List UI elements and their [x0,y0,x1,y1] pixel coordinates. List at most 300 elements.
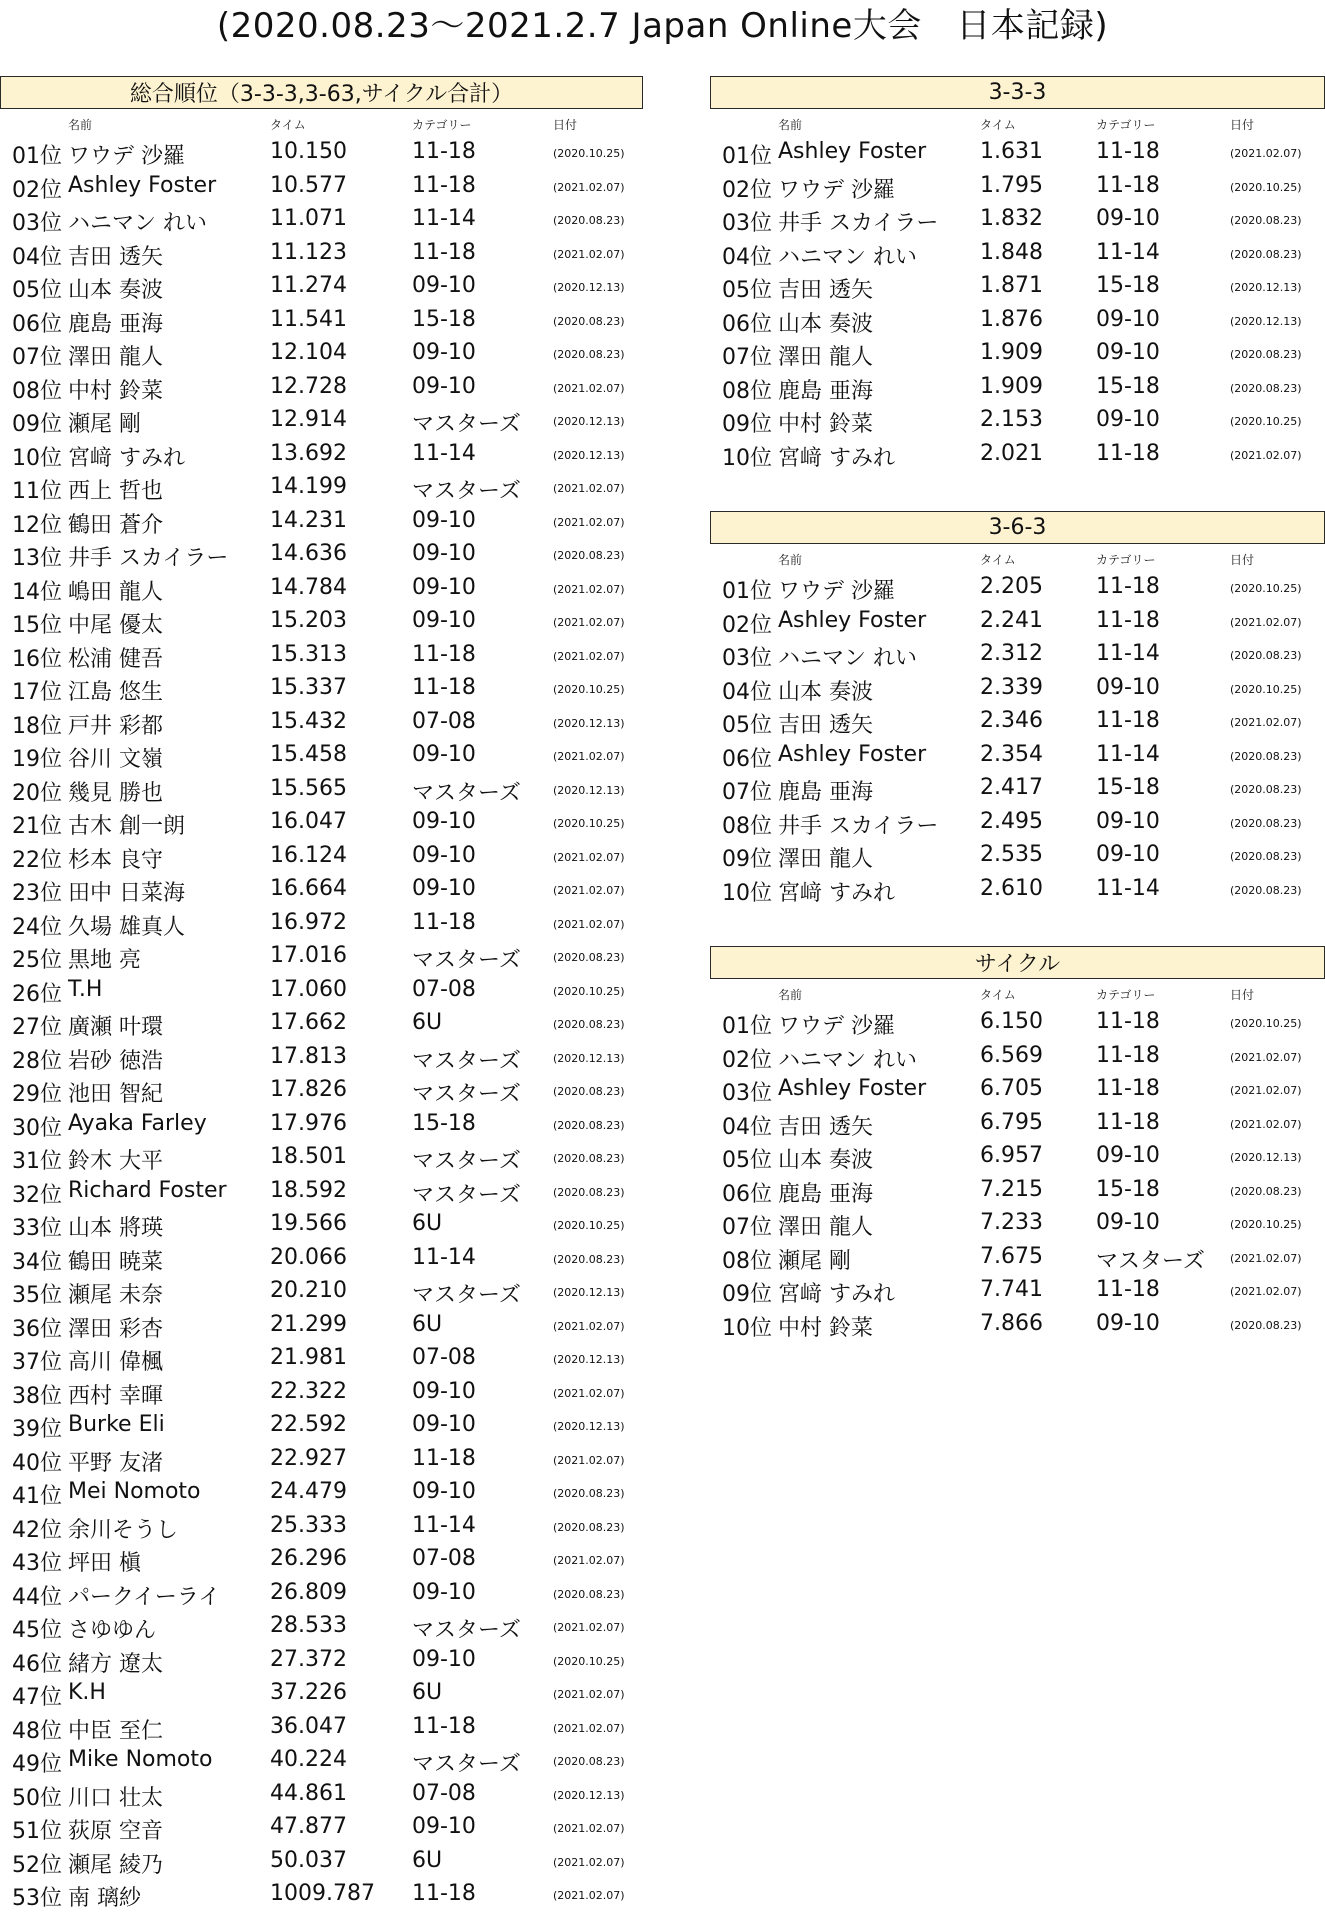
ranking-row [0,738,643,772]
date-cell: (2021.02.07) [553,1386,625,1400]
category-cell: 11-18 [1096,172,1160,198]
date-cell: (2021.02.07) [1230,448,1302,462]
column-headers [710,979,1325,1005]
name-cell: 瀬尾 剛 [68,412,141,437]
r363-header: 3-6-3 [710,511,1325,544]
date-cell: (2020.08.23) [1230,649,1302,662]
ranking-row [0,403,643,437]
ranking-row [0,1073,643,1107]
time-cell: 25.333 [270,1512,347,1538]
category-cell: 07-08 [412,1546,476,1571]
date-cell: (2020.10.25) [1230,1017,1302,1030]
time-cell: 7.233 [980,1210,1043,1235]
r333-rows [710,135,1325,470]
ranking-row [710,1005,1325,1039]
category-cell: 09-10 [412,1646,476,1672]
category-cell: マスターズ [412,1082,521,1107]
category-cell: 09-10 [412,574,476,600]
time-cell: 2.312 [980,641,1043,666]
name-cell: 高川 偉楓 [68,1350,163,1375]
ranking-row [0,202,643,236]
category-cell: 09-10 [412,273,476,298]
name-cell: 南 璃紗 [68,1886,141,1911]
time-cell: 26.296 [270,1546,347,1571]
time-column-header: タイム [980,553,1016,567]
rank-cell: 12位 [12,512,62,538]
date-cell: (2021.02.07) [553,582,625,596]
time-cell: 1.909 [980,373,1043,399]
ranking-row [0,906,643,940]
ranking-row [0,370,643,404]
ranking-row [0,973,643,1007]
name-cell: 廣瀬 叶環 [68,1015,163,1040]
rank-cell: 10位 [722,1315,772,1341]
time-cell: 17.662 [270,1010,347,1035]
name-cell: Richard Foster [68,1177,227,1203]
time-cell: 18.592 [270,1177,347,1203]
rank-cell: 43位 [12,1551,62,1576]
ranking-row [710,1072,1325,1106]
rank-cell: 08位 [722,813,772,839]
date-cell: (2020.08.23) [1230,1184,1302,1198]
time-cell: 20.210 [270,1278,347,1303]
rank-cell: 48位 [12,1718,62,1744]
rank-cell: 42位 [12,1517,62,1543]
date-cell: (2021.02.07) [1230,716,1302,729]
ranking-row [0,1341,643,1375]
rank-cell: 46位 [12,1651,62,1677]
name-cell: Ayaka Farley [68,1110,207,1136]
time-cell: 2.495 [980,808,1043,834]
rank-cell: 50位 [12,1785,62,1811]
name-cell: Ashley Foster [778,607,927,633]
rank-cell: 05位 [722,713,772,738]
name-cell: ハニマン れい [778,646,917,671]
category-cell: 11-18 [412,1713,476,1739]
name-cell: 澤田 龍人 [68,345,163,370]
ranking-row [710,403,1325,437]
name-cell: 井手 スカイラー [778,813,939,839]
category-cell: 09-10 [412,340,476,365]
ranking-row [710,437,1325,471]
name-cell: パークイーライ [68,1584,221,1610]
name-cell: ハニマン れい [778,244,917,270]
name-cell: 宮﨑 すみれ [778,1282,895,1307]
name-cell: 荻原 空音 [68,1819,163,1844]
ranking-row [710,1273,1325,1307]
ranking-row [0,1207,643,1241]
rank-cell: 07位 [12,345,62,370]
ranking-row [710,671,1325,705]
time-cell: 14.231 [270,507,347,533]
time-cell: 1.832 [980,206,1043,231]
name-cell: 戸井 彩都 [68,713,163,739]
time-cell: 17.826 [270,1077,347,1102]
rank-cell: 06位 [722,746,772,772]
time-cell: 11.071 [270,206,347,231]
category-cell: 09-10 [412,1579,476,1605]
category-cell: マスターズ [412,780,521,806]
time-cell: 15.313 [270,641,347,667]
time-column-header: タイム [270,118,306,132]
ranking-row [710,738,1325,772]
category-cell: マスターズ [412,1618,521,1643]
name-cell: 古木 創一朗 [68,814,185,839]
time-cell: 11.123 [270,239,347,265]
cycle-rows [710,1005,1325,1340]
date-cell: (2020.08.23) [553,1252,625,1266]
time-cell: 1009.787 [270,1881,375,1906]
time-cell: 22.322 [270,1378,347,1404]
name-cell: ワウデ 沙羅 [778,177,895,203]
date-cell: (2021.02.07) [553,616,625,629]
name-column-header: 名前 [68,118,93,132]
date-cell: (2020.10.25) [1230,682,1302,696]
ranking-row [0,638,643,672]
time-cell: 18.501 [270,1144,347,1169]
ranking-row [0,470,643,504]
ranking-row [0,1174,643,1208]
time-cell: 14.636 [270,541,347,566]
ranking-row [710,135,1325,169]
category-cell: 15-18 [412,1110,476,1136]
date-cell: (2020.08.23) [553,1185,625,1199]
category-column-header: カテゴリー [1096,553,1156,567]
date-cell: (2020.08.23) [1230,247,1302,261]
rank-cell: 01位 [722,144,772,169]
ranking-row [710,872,1325,906]
date-cell: (2021.02.07) [553,1855,625,1869]
time-column-header: タイム [980,988,1016,1002]
date-cell: (2020.12.13) [1230,1151,1302,1164]
date-cell: (2020.08.23) [1230,381,1302,395]
date-cell: (2020.08.23) [1230,348,1302,361]
time-cell: 2.346 [980,708,1043,733]
date-cell: (2020.08.23) [553,214,625,227]
ranking-row [710,637,1325,671]
ranking-row [710,370,1325,404]
time-cell: 7.741 [980,1277,1043,1302]
time-cell: 27.372 [270,1646,347,1672]
category-cell: 6U [412,1010,443,1035]
time-cell: 19.566 [270,1211,347,1236]
date-cell: (2020.08.23) [553,1587,625,1601]
page-title: (2020.08.23〜2021.2.7 Japan Online大会 日本記録) [216,6,1109,46]
date-cell: (2020.12.13) [553,783,625,797]
rank-cell: 25位 [12,948,62,973]
ranking-row [0,504,643,538]
date-cell: (2020.08.23) [1230,816,1302,830]
rank-cell: 06位 [722,311,772,337]
category-cell: マスターズ [412,1182,521,1208]
name-cell: 田中 日菜海 [68,881,185,906]
name-cell: 西村 幸暉 [68,1383,163,1409]
name-column-header: 名前 [778,988,803,1002]
category-cell: 09-10 [412,1412,476,1437]
date-cell: (2020.08.23) [553,549,625,562]
name-cell: Burke Eli [68,1412,165,1437]
category-column-header: カテゴリー [412,118,472,132]
category-cell: 6U [412,1680,443,1705]
r363-rows [710,570,1325,905]
name-cell: 嶋田 龍人 [68,579,163,605]
rank-cell: 05位 [12,278,62,303]
overall-ranking-panel [0,76,643,1911]
name-cell: 中村 鈴菜 [778,412,873,437]
category-cell: 15-18 [1096,775,1160,800]
rank-cell: 03位 [12,211,62,236]
ranking-row [0,1743,643,1777]
rank-cell: 02位 [722,612,772,638]
category-cell: 15-18 [1096,273,1160,298]
ranking-row [0,437,643,471]
date-cell: (2021.02.07) [1230,1117,1302,1131]
ranking-row [0,336,643,370]
date-cell: (2021.02.07) [1230,1050,1302,1064]
category-cell: 15-18 [1096,373,1160,399]
time-cell: 17.976 [270,1110,347,1136]
ranking-row [710,202,1325,236]
category-cell: 11-18 [1096,708,1160,733]
name-cell: 杉本 良守 [68,847,163,873]
category-cell: 11-18 [1096,607,1160,633]
rank-cell: 40位 [12,1450,62,1476]
name-cell: さゆゆん [68,1618,157,1643]
category-cell: 09-10 [412,1378,476,1404]
name-cell: 井手 スカイラー [778,211,939,236]
time-cell: 22.592 [270,1412,347,1437]
ranking-row [0,1308,643,1342]
name-cell: Ashley Foster [68,172,217,198]
column-headers [0,109,643,135]
ranking-row [0,1777,643,1811]
time-cell: 6.957 [980,1143,1043,1168]
rank-cell: 41位 [12,1484,62,1509]
rank-cell: 18位 [12,713,62,739]
date-cell: (2020.10.25) [1230,180,1302,194]
date-cell: (2020.08.23) [1230,1318,1302,1332]
date-cell: (2021.02.07) [553,1453,625,1467]
category-cell: 09-10 [412,742,476,767]
rank-cell: 45位 [12,1618,62,1643]
name-cell: 中村 鈴菜 [778,1315,873,1341]
time-cell: 6.150 [980,1009,1043,1034]
ranking-row [0,772,643,806]
time-cell: 15.432 [270,708,347,734]
date-cell: (2021.02.07) [553,1822,625,1835]
rank-cell: 08位 [722,1248,772,1274]
category-cell: 07-08 [412,708,476,734]
name-column-header: 名前 [778,553,803,567]
name-cell: 山本 奏波 [68,278,163,303]
name-cell: 宮﨑 すみれ [778,880,895,906]
time-cell: 10.577 [270,172,347,198]
time-cell: 15.337 [270,675,347,700]
rank-cell: 03位 [722,1081,772,1106]
rank-cell: 32位 [12,1182,62,1208]
name-cell: 中尾 優太 [68,613,163,638]
time-cell: 6.795 [980,1109,1043,1135]
ranking-row [0,303,643,337]
date-column-header: 日付 [553,118,578,132]
category-cell: マスターズ [412,479,521,504]
name-cell: 久場 雄真人 [68,914,185,940]
date-cell: (2020.12.13) [553,1420,625,1433]
name-cell: 山本 奏波 [778,311,873,337]
date-cell: (2020.10.25) [553,1654,625,1668]
time-cell: 1.631 [980,139,1043,164]
date-cell: (2020.08.23) [553,1152,625,1165]
category-cell: 11-18 [1096,139,1160,164]
name-cell: Ashley Foster [778,741,927,767]
ranking-row [0,1710,643,1744]
rank-cell: 22位 [12,847,62,873]
name-cell: 平野 友渚 [68,1450,163,1476]
cycle-header: サイクル [710,946,1325,979]
date-cell: (2020.08.23) [1230,850,1302,863]
rank-cell: 04位 [12,244,62,270]
time-cell: 16.047 [270,809,347,834]
column-headers [710,109,1325,135]
time-cell: 21.981 [270,1345,347,1370]
ranking-row [0,1576,643,1610]
rank-cell: 52位 [12,1852,62,1878]
ranking-row [710,1240,1325,1274]
overall-ranking-header: 総合順位（3-3-3,3-63,サイクル合計） [0,76,643,109]
rank-cell: 16位 [12,646,62,672]
rank-cell: 38位 [12,1383,62,1409]
category-cell: 11-18 [412,239,476,265]
time-cell: 17.813 [270,1043,347,1069]
date-cell: (2020.08.23) [553,314,625,328]
date-cell: (2020.12.13) [1230,281,1302,294]
date-cell: (2020.08.23) [553,1085,625,1098]
rank-cell: 44位 [12,1584,62,1610]
date-cell: (2021.02.07) [1230,147,1302,160]
name-cell: 西上 哲也 [68,479,163,504]
name-cell: 岩砂 徳浩 [68,1048,163,1074]
time-cell: 2.339 [980,674,1043,700]
time-cell: 16.664 [270,876,347,901]
time-cell: 2.205 [980,574,1043,599]
rank-cell: 19位 [12,747,62,772]
category-cell: 11-14 [412,440,476,466]
time-cell: 13.692 [270,440,347,466]
ranking-row [0,1475,643,1509]
category-cell: 09-10 [1096,407,1160,432]
category-cell: 07-08 [412,1780,476,1806]
name-cell: 鶴田 蒼介 [68,512,163,538]
rank-cell: 27位 [12,1015,62,1040]
date-cell: (2021.02.07) [553,247,625,261]
category-cell: 11-18 [1096,1109,1160,1135]
category-cell: 11-14 [1096,875,1160,901]
rank-cell: 36位 [12,1316,62,1342]
ranking-row [0,1408,643,1442]
time-cell: 37.226 [270,1680,347,1705]
date-column-header: 日付 [1230,988,1255,1002]
rank-cell: 17位 [12,680,62,705]
date-cell: (2021.02.07) [553,381,625,395]
date-cell: (2021.02.07) [1230,1084,1302,1097]
time-cell: 26.809 [270,1579,347,1605]
rank-cell: 09位 [722,847,772,872]
name-cell: 川口 壮太 [68,1785,163,1811]
ranking-row [710,570,1325,604]
ranking-row [0,1040,643,1074]
time-cell: 11.541 [270,306,347,332]
r333-panel [710,76,1325,470]
name-cell: 鹿島 亜海 [778,1181,873,1207]
name-cell: 澤田 彩杏 [68,1316,163,1342]
ranking-row [0,1877,643,1911]
name-cell: 吉田 透矢 [68,244,163,270]
rank-cell: 51位 [12,1819,62,1844]
ranking-row [0,169,643,203]
ranking-row [710,771,1325,805]
rank-cell: 30位 [12,1115,62,1141]
name-cell: 宮﨑 すみれ [68,445,185,471]
rank-cell: 07位 [722,780,772,805]
category-cell: 11-14 [412,206,476,231]
date-cell: (2020.08.23) [553,1487,625,1500]
date-cell: (2020.10.25) [553,817,625,830]
name-cell: 緒方 遼太 [68,1651,163,1677]
category-cell: マスターズ [412,1048,521,1074]
time-cell: 28.533 [270,1613,347,1638]
rank-cell: 15位 [12,613,62,638]
rank-cell: 35位 [12,1283,62,1308]
date-column-header: 日付 [1230,553,1255,567]
r363-panel [710,511,1325,905]
date-cell: (2020.10.25) [1230,1218,1302,1231]
category-cell: 11-18 [412,1881,476,1906]
rank-cell: 31位 [12,1149,62,1174]
ranking-row [710,169,1325,203]
ranking-row [710,303,1325,337]
ranking-row [710,236,1325,270]
category-cell: 11-14 [412,1244,476,1270]
time-cell: 1.876 [980,306,1043,332]
category-cell: 11-18 [412,675,476,700]
name-cell: 松浦 健吾 [68,646,163,672]
name-cell: ハニマン れい [778,1047,917,1073]
ranking-row [710,805,1325,839]
ranking-row [0,604,643,638]
ranking-row [0,1241,643,1275]
ranking-row [710,704,1325,738]
date-cell: (2021.02.07) [553,850,625,864]
date-cell: (2021.02.07) [1230,1285,1302,1298]
category-cell: 09-10 [412,1814,476,1839]
rank-cell: 04位 [722,1114,772,1140]
name-cell: 池田 智紀 [68,1082,163,1107]
ranking-row [710,1173,1325,1207]
rank-cell: 10位 [12,445,62,471]
date-cell: (2021.02.07) [553,180,625,194]
rank-cell: 29位 [12,1082,62,1107]
ranking-row [0,1140,643,1174]
ranking-row [0,839,643,873]
date-cell: (2021.02.07) [553,1554,625,1567]
date-cell: (2021.02.07) [553,1621,625,1634]
date-column-header: 日付 [1230,118,1255,132]
name-cell: ハニマン れい [68,211,207,236]
overall-ranking-rows [0,135,643,1911]
category-cell: 11-14 [412,1512,476,1538]
ranking-row [0,1844,643,1878]
rank-cell: 49位 [12,1752,62,1777]
